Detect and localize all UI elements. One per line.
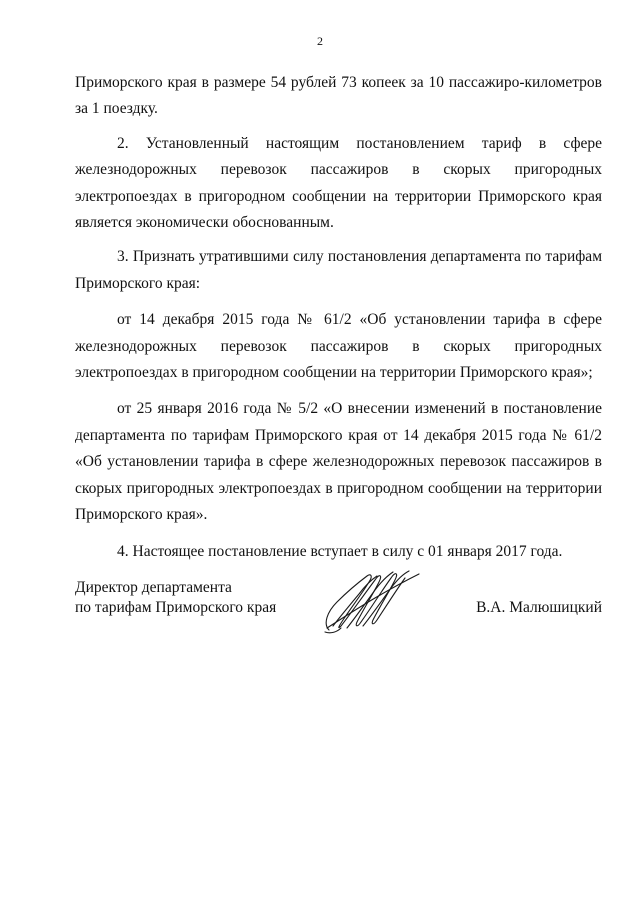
- signatory-title: [75, 578, 276, 618]
- signatory-title-line-1: Директор департамента: [75, 579, 232, 596]
- page-number: 2: [317, 34, 323, 48]
- paragraph-item-4: 4. Настоящее постановление вступает в силу с 01 января 2017 года.: [117, 542, 563, 560]
- signature-block: [75, 578, 602, 648]
- paragraph-repealed-resolution-1: от 14 декабря 2015 года № 61/2 «Об установлении тарифа в сфере железнодорожных перевозок пассажиров в скорых пригородных электропоездах в пригородном сообщении на территории Приморского края»;: [75, 311, 602, 382]
- document-body: [75, 70, 602, 565]
- paragraph-repealed-resolution-2: от 25 января 2016 года № 5/2 «О внесении изменений в постановление департамента по тарифам Приморского края от 14 декабря 2015 года № 61/2 «Об установлении тарифа в сфере железнодорожных перевозок пассажиров в скорых пригородных электропоездах в пригородном сообщении на территории Приморского края».: [75, 400, 602, 524]
- signatory-title-line-2: по тарифам Приморского края: [75, 599, 277, 616]
- paragraph-item-3: 3. Признать утратившими силу постановления департамента по тарифам Приморского края:: [75, 248, 602, 292]
- paragraph-continuation: Приморского края в размере 54 рублей 73 копеек за 10 пассажиро-километров за 1 поездку.: [75, 74, 602, 118]
- signatory-name: В.А. Малюшицкий: [476, 599, 602, 616]
- handwritten-signature: [319, 568, 429, 638]
- paragraph-item-2: 2. Установленный настоящим постановлением тариф в сфере железнодорожных перевозок пассажиров в скорых пригородных электропоездах в пригородном сообщении на территории Приморского края является экономически обоснованным.: [75, 134, 602, 232]
